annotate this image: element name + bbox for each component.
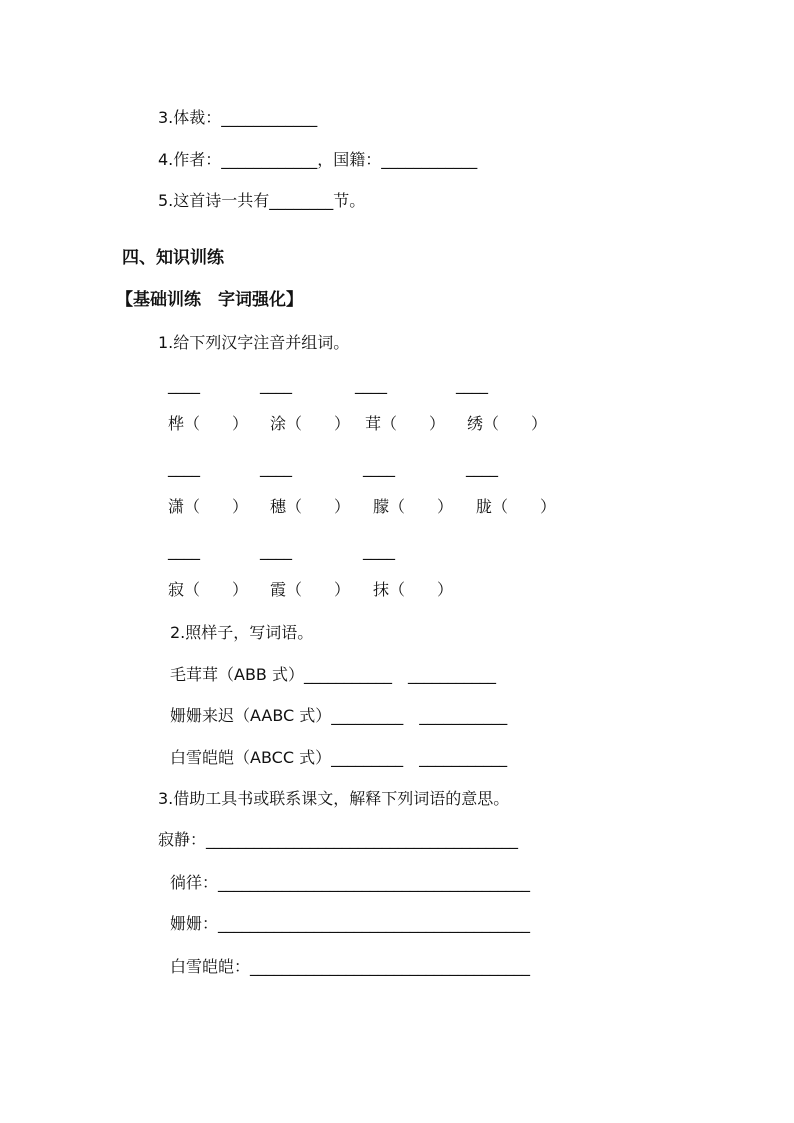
char-item: 胧（ ）	[476, 497, 557, 516]
definition-line: 徜徉：_______________________________________	[170, 873, 531, 892]
char-item: 桦（ ）	[168, 414, 249, 433]
char-item: 寂（ ）	[168, 580, 249, 599]
char-item: 绣（ ）	[467, 414, 548, 433]
char-item: 穗（ ）	[270, 497, 351, 516]
section-heading: 四、知识训练	[122, 248, 224, 268]
pinyin-blank: ____	[260, 541, 292, 560]
definition-line: 姗姗：_______________________________________	[170, 914, 531, 933]
pinyin-blank: ____	[363, 458, 395, 477]
question-3-title: 3.借助工具书或联系课文，解释下列词语的意思。	[158, 789, 510, 808]
definition-line: 寂静：_______________________________________	[158, 830, 519, 849]
pinyin-blank: ____	[260, 458, 292, 477]
char-item: 涂（ ）	[270, 414, 351, 433]
char-item: 茸（ ）	[365, 414, 446, 433]
question-1-title: 1.给下列汉字注音并组词。	[158, 333, 350, 352]
pinyin-blank: ____	[260, 375, 292, 394]
word-pattern-abcc: 白雪皑皑（ABCC 式）_________ ___________	[170, 748, 508, 767]
char-item: 朦（ ）	[373, 497, 454, 516]
pinyin-blank: ____	[168, 375, 200, 394]
pinyin-blank: ____	[355, 375, 387, 394]
pinyin-blank: ____	[363, 541, 395, 560]
char-item: 霞（ ）	[270, 580, 351, 599]
pinyin-blank: ____	[168, 541, 200, 560]
stanza-count-line: 5.这首诗一共有________节。	[158, 191, 366, 210]
pinyin-blank: ____	[466, 458, 498, 477]
pinyin-blank: ____	[168, 458, 200, 477]
genre-line: 3.体裁：____________	[158, 108, 318, 127]
definition-line: 白雪皑皑：___________________________________	[170, 957, 531, 976]
author-nationality-line: 4.作者：____________，国籍：____________	[158, 150, 478, 169]
char-item: 抹（ ）	[373, 580, 454, 599]
char-item: 潇（ ）	[168, 497, 249, 516]
section-subheading: 【基础训练 字词强化】	[116, 290, 303, 310]
pinyin-blank: ____	[456, 375, 488, 394]
question-2-title: 2.照样子，写词语。	[170, 623, 314, 642]
word-pattern-aabc: 姗姗来迟（AABC 式）_________ ___________	[170, 706, 508, 725]
word-pattern-abb: 毛茸茸（ABB 式）___________ ___________	[170, 665, 496, 684]
